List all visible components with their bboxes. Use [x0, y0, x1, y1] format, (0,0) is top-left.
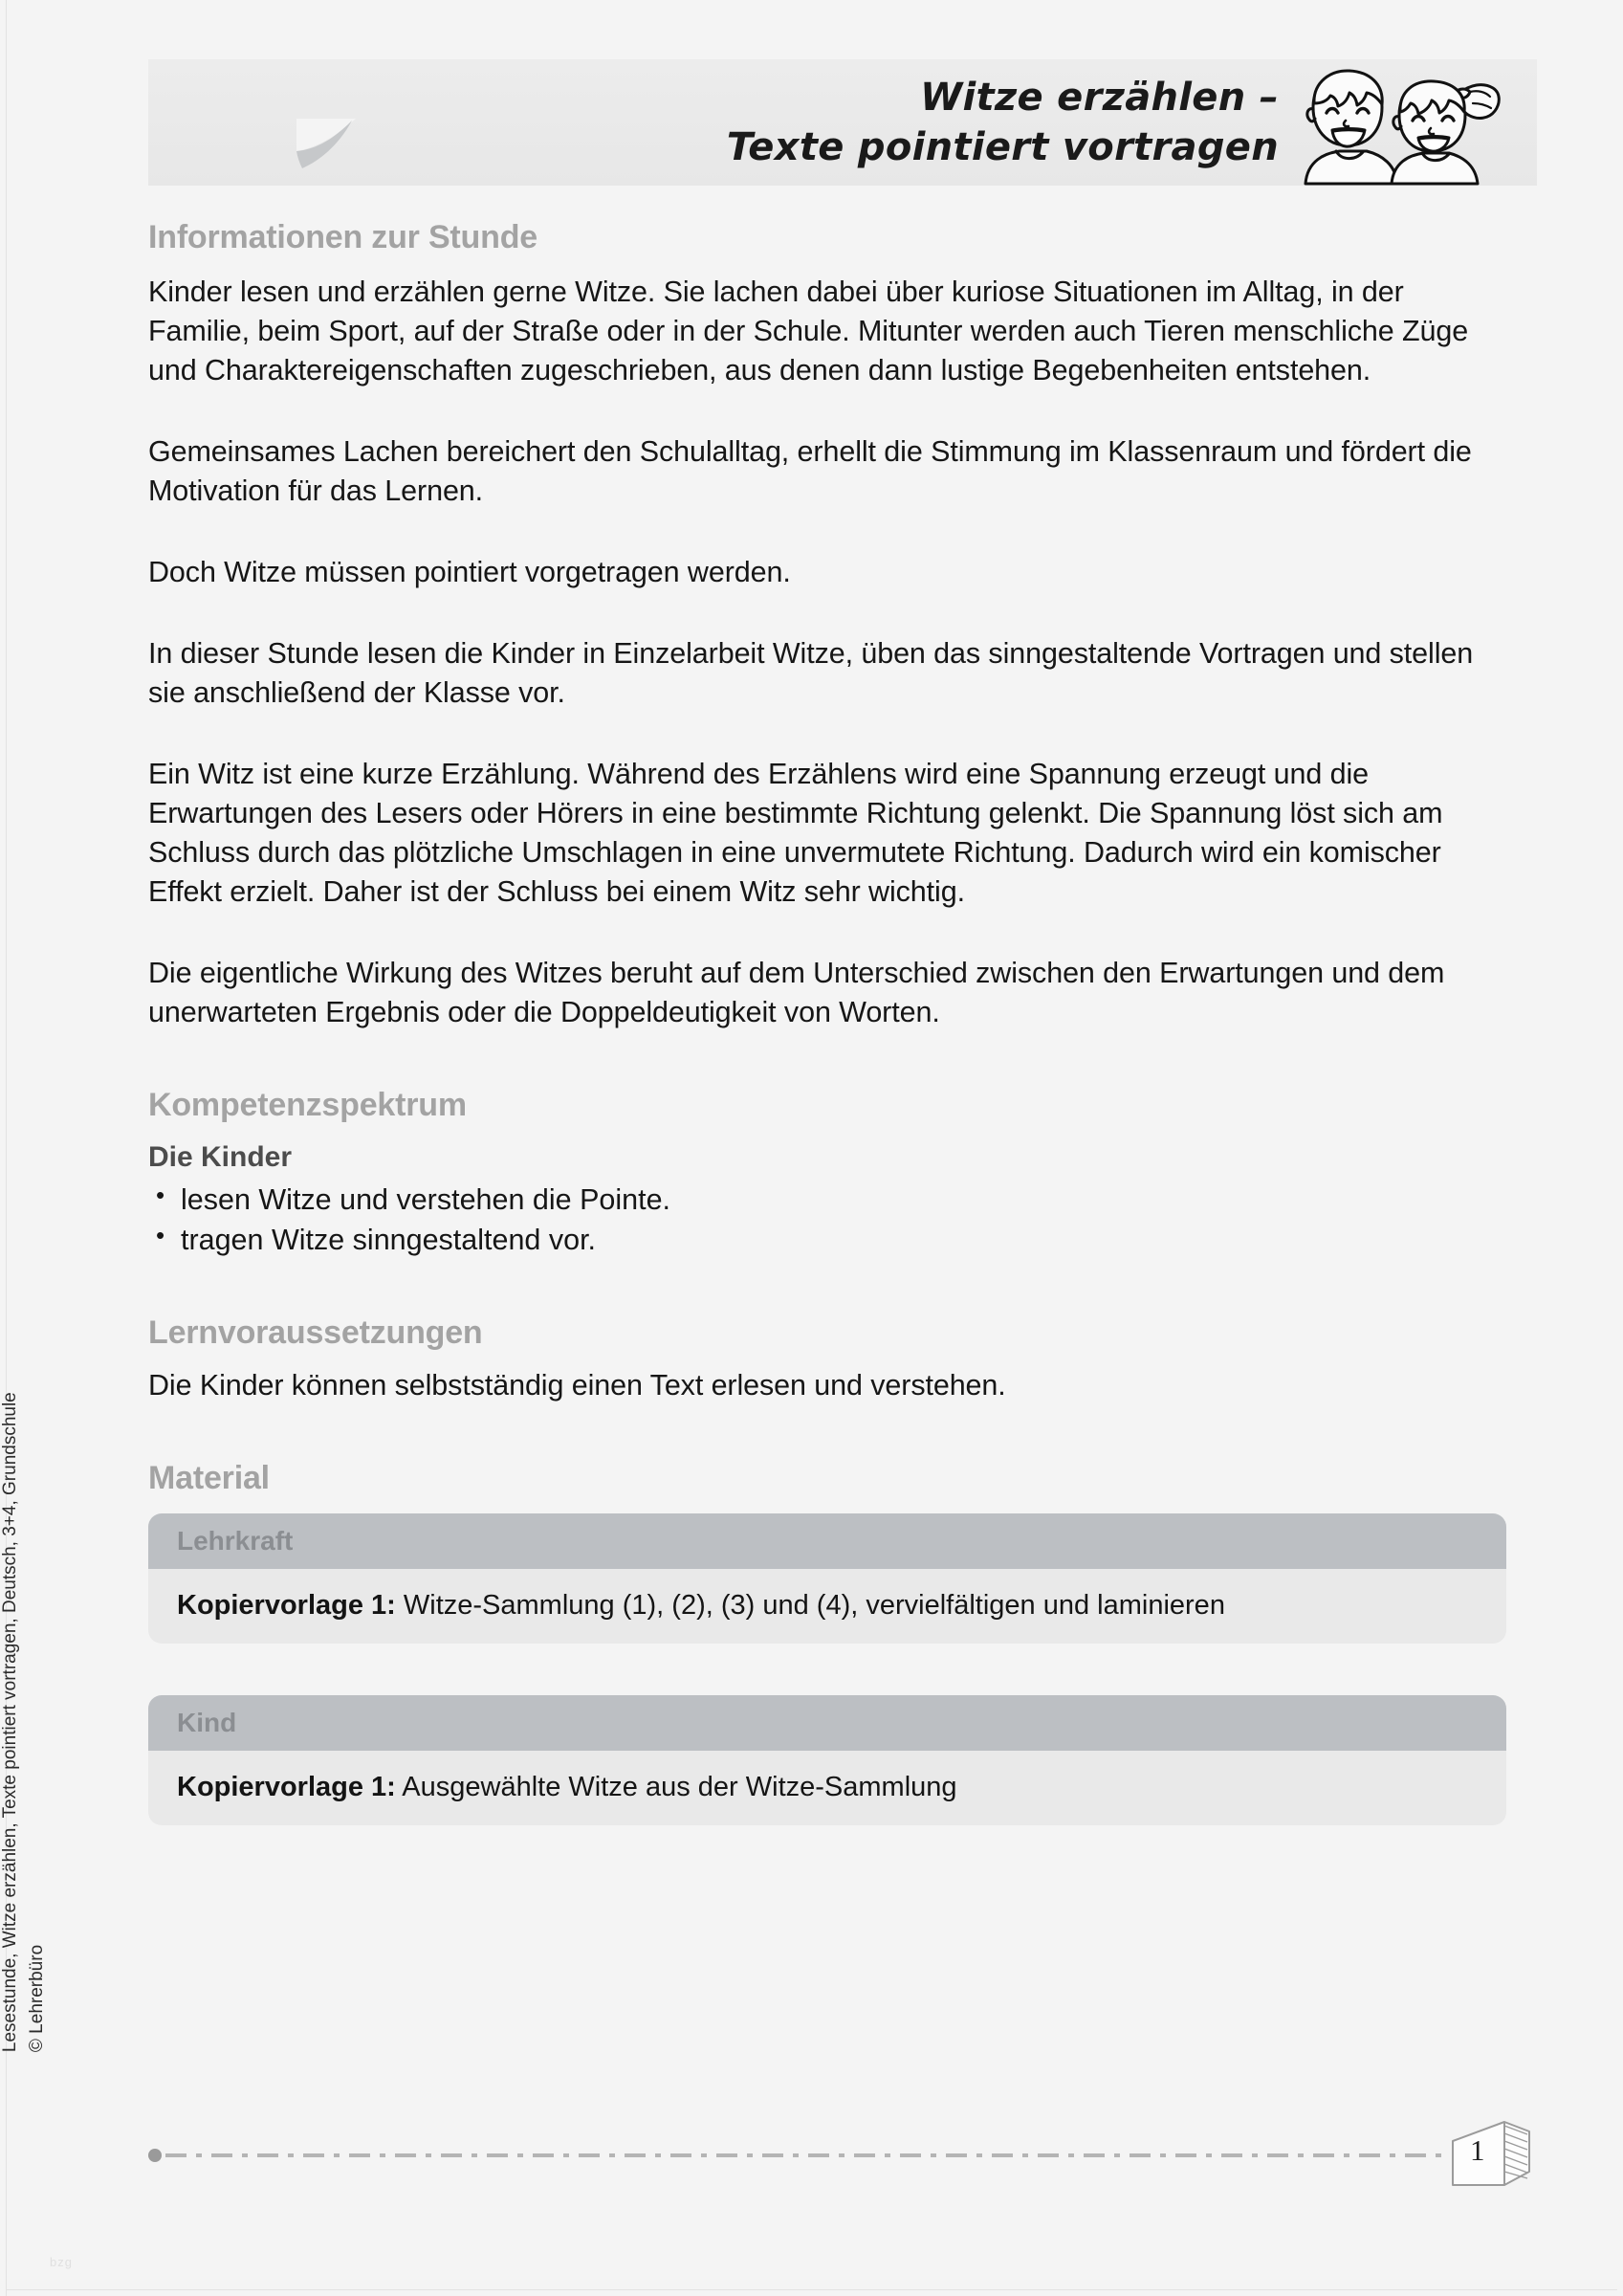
- page-number-text: 1: [1470, 2133, 1485, 2167]
- material-row-label: Kopiervorlage 1:: [177, 1771, 396, 1802]
- material-block-kind: [148, 1695, 1506, 1825]
- vertical-source-credit: [0, 1392, 50, 2052]
- page-number-badge: [1445, 2118, 1537, 2193]
- page-title: [727, 73, 1279, 172]
- kompetenz-bullet-list: [148, 1180, 1506, 1260]
- bottom-watermark: bzg: [50, 2255, 73, 2269]
- list-item: • lesen Witze und verstehen die Pointe.: [148, 1180, 1506, 1220]
- material-row-text: [177, 1588, 1225, 1624]
- footer-bullet-dot-icon: [148, 2149, 162, 2162]
- material-row-description: Witze-Sammlung (1), (2), (3) und (4), vervielfältigen und laminieren: [395, 1589, 1225, 1621]
- material-row-label: Kopiervorlage 1:: [177, 1589, 396, 1621]
- info-paragraph-6: Die eigentliche Wirkung des Witzes beruht auf dem Unterschied zwischen den Erwartungen und dem unerwarteten Ergebnis oder die Doppeldeutigkeit von Worten.: [148, 956, 1445, 1028]
- material-table-header-lehrkraft: [148, 1513, 1506, 1569]
- page-title-line-1: Witze erzählen –: [920, 76, 1279, 120]
- heading-kompetenzspektrum: Kompetenzspektrum: [148, 1087, 467, 1124]
- info-paragraph-2: Gemeinsames Lachen bereichert den Schulalltag, erhellt die Stimmung im Klassenraum und fördert die Motivation für das Lernen.: [148, 434, 1472, 507]
- heading-informationen-zur-stunde: Informationen zur Stunde: [148, 219, 537, 255]
- info-paragraph-1: Kinder lesen und erzählen gerne Witze. Sie lachen dabei über kuriose Situationen im Alltag, in der Familie, beim Sport, auf der Straße oder in der Schule. Mitunter werden auch Tieren menschliche Züge und Charaktereigenschaften zugeschrieben, aus denen dann lustige Begebenheiten entstehen.: [148, 275, 1469, 386]
- material-block-lehrkraft: [148, 1513, 1506, 1644]
- lernvoraussetzungen-text: Die Kinder können selbstständig einen Text erlesen und verstehen.: [148, 1368, 1006, 1402]
- info-paragraph-5: Ein Witz ist eine kurze Erzählung. Während des Erzählens wird eine Spannung erzeugt und die Erwartungen des Lesers oder Hörers in eine bestimmte Richtung gelenkt. Die Spannung löst sich am Schluss durch das plötzliche Umschlagen in eine unvermutete Richtung. Dadurch wird ein komischer Effekt erzielt. Daher ist der Schluss bei einem Witz sehr wichtig.: [148, 757, 1443, 908]
- kompetenz-subheading: Die Kinder: [148, 1140, 293, 1173]
- info-paragraph-4: In dieser Stunde lesen die Kinder in Einzelarbeit Witze, üben das sinngestaltende Vortragen und stellen sie anschließend der Klasse vor.: [148, 636, 1474, 709]
- two-laughing-children-icon: [1279, 61, 1508, 186]
- material-table-row-kind: [148, 1751, 1506, 1825]
- heading-lernvoraussetzungen: Lernvoraussetzungen: [148, 1314, 483, 1351]
- vertical-credit-line-2: © Lehrerbüro: [26, 1944, 47, 2052]
- material-header-label: Kind: [177, 1707, 237, 1737]
- page-footer: [148, 2128, 1537, 2185]
- page-content: [148, 218, 1506, 1825]
- folded-corner-icon: [296, 119, 402, 186]
- material-table-header-kind: [148, 1695, 1506, 1751]
- page-frame-bottom-line: [6, 2289, 1617, 2290]
- material-row-text: [177, 1770, 957, 1806]
- page-header-band: [148, 59, 1537, 186]
- book-stack-icon: [1445, 2118, 1537, 2193]
- material-row-description: Ausgewählte Witze aus der Witze-Sammlung: [395, 1771, 957, 1802]
- footer-dash-dot-rule: [165, 2153, 1449, 2157]
- page-title-line-2: Texte pointiert vortragen: [726, 125, 1279, 169]
- material-table-row-lehrkraft: [148, 1569, 1506, 1644]
- material-header-label: Lehrkraft: [177, 1525, 294, 1556]
- info-paragraph-3: Doch Witze müssen pointiert vorgetragen werden.: [148, 555, 791, 588]
- heading-material: Material: [148, 1459, 270, 1496]
- vertical-credit-line-1: Lesestunde, Witze erzählen, Texte pointiert vortragen, Deutsch, 3+4, Grundschule: [0, 1392, 20, 2052]
- list-item: • tragen Witze sinngestaltend vor.: [148, 1220, 1506, 1260]
